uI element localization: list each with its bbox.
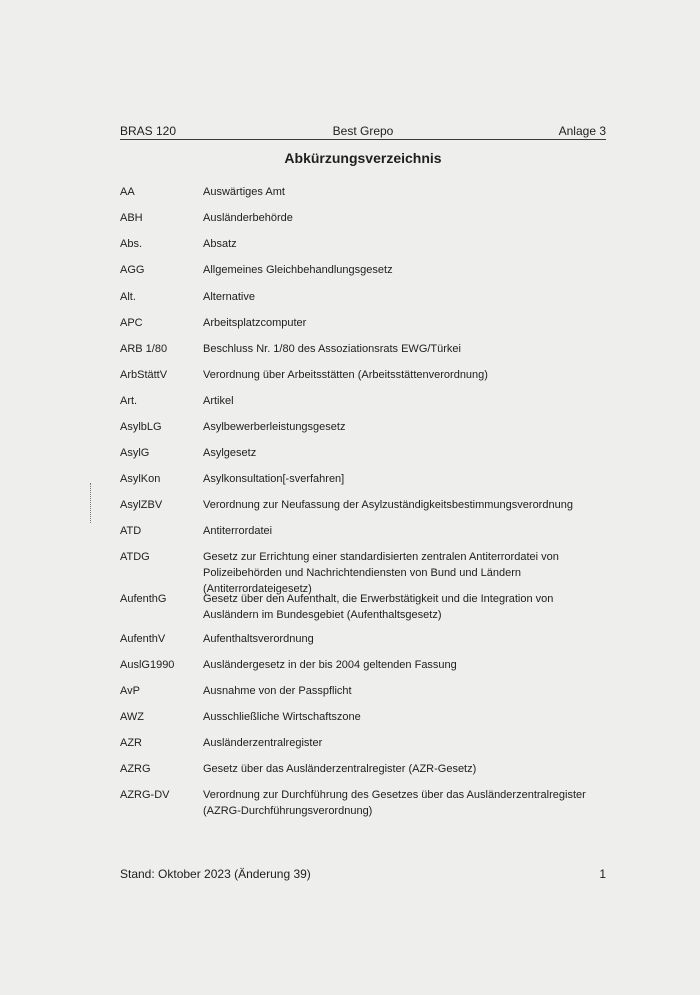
page-header	[120, 124, 606, 138]
abbreviation: AWZ	[120, 711, 145, 723]
definition: Gesetz zur Errichtung einer standardisierten zentralen Antiterrordatei von Polizeibehörden und Nachrichtendiensten von Bund und Ländern (Antiterrordateigesetz)	[203, 551, 559, 595]
abbreviation: AsylbLG	[120, 421, 162, 433]
margin-mark	[90, 483, 92, 523]
definition: Absatz	[203, 238, 237, 250]
abbreviation: AA	[120, 186, 135, 198]
header-annex: Anlage 3	[558, 124, 606, 138]
definition: Ausnahme von der Passpflicht	[203, 685, 352, 697]
definition: Gesetz über den Aufenthalt, die Erwerbstätigkeit und die Integration von Ausländern im Bundesgebiet (Aufenthaltsgesetz)	[203, 593, 554, 621]
definition: Aufenthaltsverordnung	[203, 633, 314, 645]
abbreviation: AsylZBV	[120, 499, 163, 511]
page-number: 1	[599, 867, 606, 881]
definition: Verordnung zur Durchführung des Gesetzes über das Ausländerzentralregister (AZRG-Durchführungsverordnung)	[203, 789, 586, 817]
definition: Antiterrordatei	[203, 525, 273, 537]
definition: Artikel	[203, 395, 234, 407]
header-title: Best Grepo	[332, 124, 394, 138]
abbreviation: AGG	[120, 264, 145, 276]
abbreviation: ATDG	[120, 551, 150, 563]
abbreviation: AuslG1990	[120, 659, 175, 671]
header-document-id: BRAS 120	[120, 124, 177, 138]
abbreviation: APC	[120, 317, 143, 329]
abbreviation: Art.	[120, 395, 138, 407]
definition: Alternative	[203, 291, 255, 303]
abbreviation: AsylKon	[120, 473, 161, 485]
abbreviation: AufenthV	[120, 633, 166, 645]
abbreviation: ATD	[120, 525, 142, 537]
footer-status: Stand: Oktober 2023 (Änderung 39)	[120, 867, 311, 881]
definition: Ausschließliche Wirtschaftszone	[203, 711, 361, 723]
abbreviation: AufenthG	[120, 593, 167, 605]
abbreviation: ArbStättV	[120, 369, 168, 381]
definition: Allgemeines Gleichbehandlungsgesetz	[203, 264, 393, 276]
definition: Ausländerbehörde	[203, 212, 293, 224]
abbreviation: AZRG-DV	[120, 789, 170, 801]
definition: Asylbewerberleistungsgesetz	[203, 421, 346, 433]
abbreviation: AsylG	[120, 447, 150, 459]
abbreviation: Alt.	[120, 291, 136, 303]
definition: Verordnung über Arbeitsstätten (Arbeitsstättenverordnung)	[203, 369, 488, 381]
definition: Arbeitsplatzcomputer	[203, 317, 307, 329]
header-rule	[120, 139, 606, 140]
page-title: Abkürzungsverzeichnis	[284, 150, 442, 166]
definition: Ausländerzentralregister	[203, 737, 323, 749]
definition: Beschluss Nr. 1/80 des Assoziationsrats EWG/Türkei	[203, 343, 461, 355]
definition: Verordnung zur Neufassung der Asylzuständigkeitsbestimmungsverordnung	[203, 499, 573, 511]
abbreviation: AZR	[120, 737, 142, 749]
definition: Ausländergesetz in der bis 2004 geltenden Fassung	[203, 659, 457, 671]
abbreviation: AZRG	[120, 763, 151, 775]
abbreviation: ARB 1/80	[120, 343, 168, 355]
definition: Auswärtiges Amt	[203, 186, 285, 198]
abbreviation: ABH	[120, 212, 143, 224]
definition: Gesetz über das Ausländerzentralregister (AZR-Gesetz)	[203, 763, 477, 775]
definition: Asylgesetz	[203, 447, 257, 459]
abbreviation: AvP	[120, 685, 140, 697]
abbreviation: Abs.	[120, 238, 143, 250]
definition: Asylkonsultation[-sverfahren]	[203, 473, 345, 485]
